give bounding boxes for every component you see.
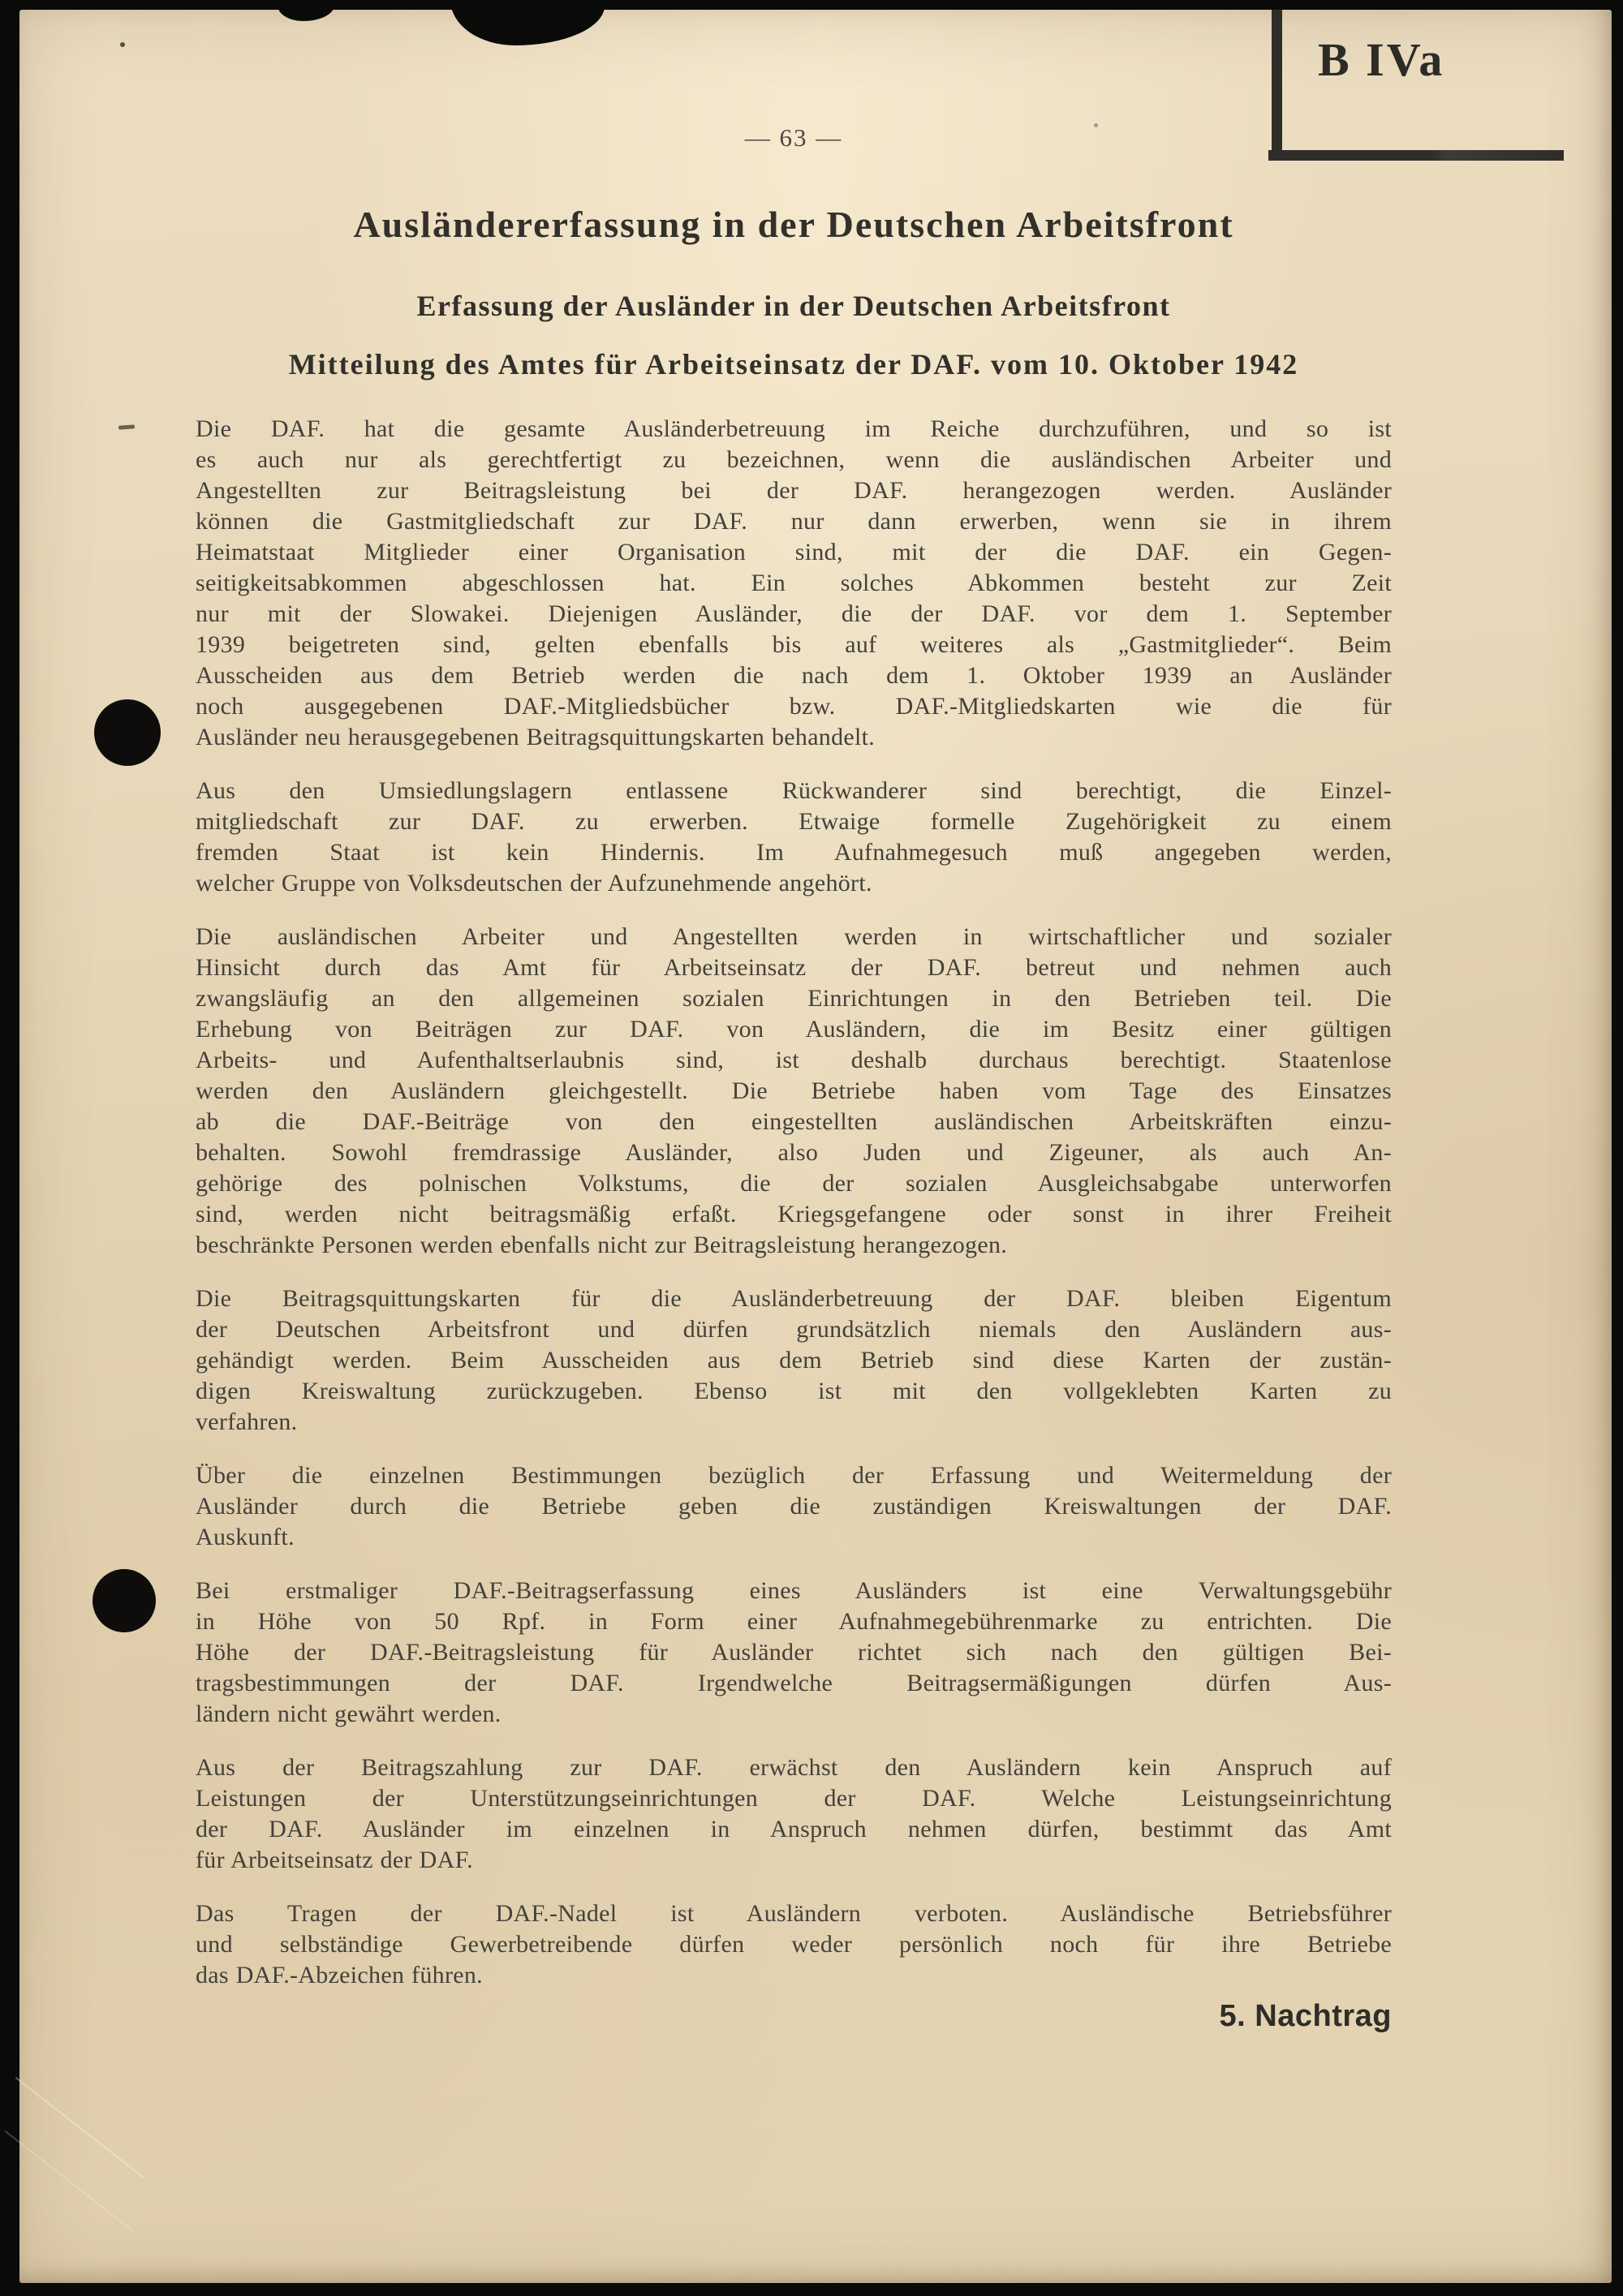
paper-speck — [120, 42, 125, 47]
paragraph-8 — [196, 1898, 1392, 1991]
body-line: ab die DAF.-Beiträge von den eingestellten ausländischen Arbeitskräften einzu- — [196, 1108, 1392, 1135]
body-line: Erhebung von Beiträgen zur DAF. von Ausländern, die im Besitz einer gültigen — [196, 1016, 1392, 1043]
body-line: digen Kreiswaltung zurückzugeben. Ebenso ist mit den vollgeklebten Karten zu — [196, 1378, 1392, 1404]
body-line: welcher Gruppe von Volksdeutschen der Aufzunehmende angehört. — [196, 870, 872, 896]
body-line: Leistungen der Unterstützungseinrichtungen der DAF. Welche Leistungseinrichtung — [196, 1785, 1392, 1812]
paragraph-3 — [196, 922, 1392, 1261]
body-line: verfahren. — [196, 1408, 298, 1435]
body-line: noch ausgegebenen DAF.-Mitgliedsbücher bzw. DAF.-Mitgliedskarten wie die für — [196, 693, 1392, 720]
body-line: und selbständige Gewerbetreibende dürfen weder persönlich noch für ihre Betriebe — [196, 1931, 1392, 1958]
body-line: Die Beitragsquittungskarten für die Ausländerbetreuung der DAF. bleiben Eigentum — [196, 1285, 1392, 1312]
paragraph-4 — [196, 1283, 1392, 1438]
paragraph-2 — [196, 776, 1392, 899]
body-line: Auskunft. — [196, 1524, 295, 1550]
body-line: zwangsläufig an den allgemeinen sozialen Einrichtungen in den Betrieben teil. Die — [196, 985, 1392, 1012]
stray-ink-mark — [118, 424, 135, 429]
body-line: Das Tragen der DAF.-Nadel ist Ausländern verboten. Ausländische Betriebsführer — [196, 1900, 1392, 1927]
punch-hole-bottom — [93, 1569, 156, 1632]
scan-scratch — [15, 2077, 144, 2178]
body-line: Aus den Umsiedlungslagern entlassene Rückwanderer sind berechtigt, die Einzel- — [196, 777, 1392, 804]
body-line: der DAF. Ausländer im einzelnen in Anspruch nehmen dürfen, bestimmt das Amt — [196, 1816, 1392, 1842]
body-text — [196, 414, 1392, 2014]
body-line: in Höhe von 50 Rpf. in Form einer Aufnahmegebührenmarke zu entrichten. Die — [196, 1608, 1392, 1635]
body-line: das DAF.-Abzeichen führen. — [196, 1962, 483, 1989]
body-line: fremden Staat ist kein Hindernis. Im Aufnahmegesuch muß angegeben werden, — [196, 839, 1392, 866]
body-line: gehändigt werden. Beim Ausscheiden aus dem Betrieb sind diese Karten der zustän- — [196, 1347, 1392, 1374]
body-line: beschränkte Personen werden ebenfalls nicht zur Beitragsleistung herangezogen. — [196, 1232, 1008, 1258]
footer-label: 5. Nachtrag — [1219, 1999, 1392, 2033]
body-line: sind, werden nicht beitragsmäßig erfaßt. Kriegsgefangene oder sonst in ihrer Freiheit — [196, 1201, 1392, 1228]
page-number: — 63 — — [744, 123, 843, 152]
body-line: Ausscheiden aus dem Betrieb werden die nach dem 1. Oktober 1939 an Ausländer — [196, 662, 1392, 689]
body-line: Die DAF. hat die gesamte Ausländerbetreuung im Reiche durchzuführen, und so ist — [196, 415, 1392, 442]
body-line: Arbeits- und Aufenthaltserlaubnis sind, ist deshalb durchaus berechtigt. Staatenlose — [196, 1047, 1392, 1073]
body-line: für Arbeitseinsatz der DAF. — [196, 1847, 473, 1873]
body-line: Bei erstmaliger DAF.-Beitragserfassung eines Ausländers ist eine Verwaltungsgebühr — [196, 1577, 1392, 1604]
body-line: Aus der Beitragszahlung zur DAF. erwächst den Ausländern kein Anspruch auf — [196, 1754, 1392, 1781]
body-line: es auch nur als gerechtfertigt zu bezeichnen, wenn die ausländischen Arbeiter und — [196, 446, 1392, 473]
body-line: ländern nicht gewährt werden. — [196, 1701, 502, 1727]
body-line: 1939 beigetreten sind, gelten ebenfalls bis auf weiteres als „Gastmitglieder“. Beim — [196, 631, 1392, 658]
classification-label: B IVa — [1318, 33, 1445, 86]
body-line: Über die einzelnen Bestimmungen bezüglich der Erfassung und Weitermeldung der — [196, 1462, 1392, 1489]
body-line: Höhe der DAF.-Beitragsleistung für Ausländer richtet sich nach den gültigen Bei- — [196, 1639, 1392, 1666]
document-source-line: Mitteilung des Amtes für Arbeitseinsatz der DAF. vom 10. Oktober 1942 — [288, 348, 1299, 381]
body-line: Ausländer neu herausgegebenen Beitragsquittungskarten behandelt. — [196, 724, 876, 750]
torn-edge-notch — [450, 0, 605, 45]
paragraph-6 — [196, 1576, 1392, 1730]
paragraph-5 — [196, 1460, 1392, 1553]
body-line: seitigkeitsabkommen abgeschlossen hat. Ein solches Abkommen besteht zur Zeit — [196, 570, 1392, 596]
paragraph-7 — [196, 1752, 1392, 1876]
body-line: der Deutschen Arbeitsfront und dürfen grundsätzlich niemals den Ausländern aus- — [196, 1316, 1392, 1343]
document-title: Ausländererfassung in der Deutschen Arbeitsfront — [353, 204, 1234, 245]
punch-hole-top — [94, 699, 161, 766]
paragraph-1 — [196, 414, 1392, 753]
body-line: werden den Ausländern gleichgestellt. Die Betriebe haben vom Tage des Einsatzes — [196, 1077, 1392, 1104]
body-line: Ausländer durch die Betriebe geben die zuständigen Kreiswaltungen der DAF. — [196, 1493, 1392, 1520]
body-line: können die Gastmitgliedschaft zur DAF. nur dann erwerben, wenn sie in ihrem — [196, 508, 1392, 535]
body-line: mitgliedschaft zur DAF. zu erwerben. Etwaige formelle Zugehörigkeit zu einem — [196, 808, 1392, 835]
body-line: Die ausländischen Arbeiter und Angestellten werden in wirtschaftlicher und sozialer — [196, 923, 1392, 950]
document-page — [19, 10, 1612, 2283]
body-line: gehörige des polnischen Volkstums, die der sozialen Ausgleichsabgabe unterworfen — [196, 1170, 1392, 1197]
document-subtitle: Erfassung der Ausländer in der Deutschen Arbeitsfront — [416, 290, 1171, 322]
body-line: Heimatstaat Mitglieder einer Organisation sind, mit der die DAF. ein Gegen- — [196, 539, 1392, 565]
body-line: nur mit der Slowakei. Diejenigen Ausländer, die der DAF. vor dem 1. September — [196, 600, 1392, 627]
body-line: tragsbestimmungen der DAF. Irgendwelche Beitragsermäßigungen dürfen Aus- — [196, 1670, 1392, 1696]
torn-edge-notch-small — [278, 0, 334, 21]
body-line: behalten. Sowohl fremdrassige Ausländer, also Juden und Zigeuner, als auch An- — [196, 1139, 1392, 1166]
paper-speck — [1094, 123, 1098, 127]
body-line: Angestellten zur Beitragsleistung bei der DAF. herangezogen werden. Ausländer — [196, 477, 1392, 504]
body-line: Hinsicht durch das Amt für Arbeitseinsatz der DAF. betreut und nehmen auch — [196, 954, 1392, 981]
